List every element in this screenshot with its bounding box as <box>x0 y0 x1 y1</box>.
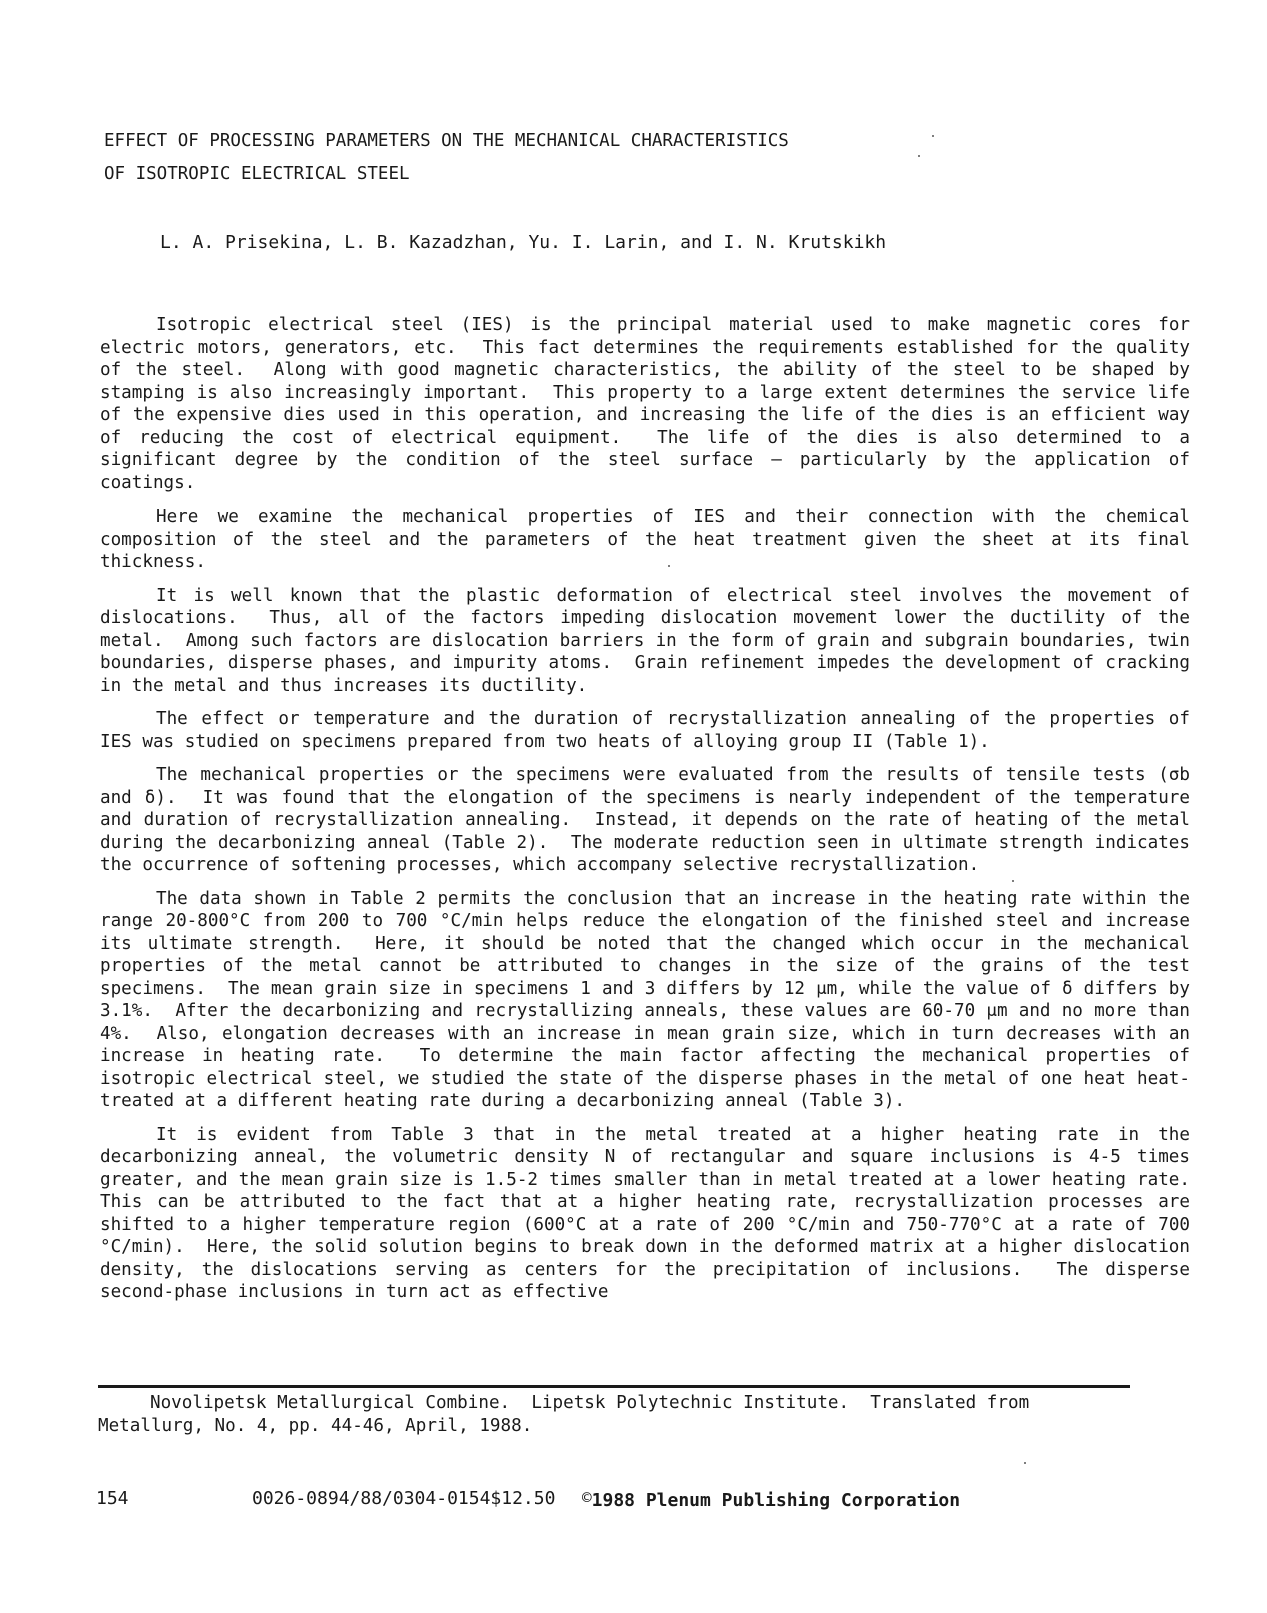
scan-speck <box>918 155 920 157</box>
article-code: 0026-0894/88/0304-0154$12.50 <box>252 1488 556 1509</box>
scan-speck <box>1024 1462 1026 1464</box>
copyright-text: 1988 Plenum Publishing Corporation <box>591 1490 961 1511</box>
body-paragraph-4: The effect or temperature and the duration of recrystallization annealing of the properties of IES was studied on specimens prepared from two heats of alloying group II (Table 1). <box>100 709 1201 752</box>
copyright-symbol: © <box>582 1488 592 1507</box>
body-paragraph-7: It is evident from Table 3 that in the metal treated at a higher heating rate in the decarbonizing anneal, the volumetric density N of rectangular and square inclusions is 4-5 times greater, and the mean grain size is 1.5-2 times smaller than in metal treated at a lower heating rate. This can be attributed to the fact that at a higher heating rate, recrystallization processes are shifted to a higher temperature region (600°C at a rate of 200 °C/min and 750-770°C at a rate of 700 °C/min). Here, the solid solution begins to break down in the deformed matrix at a higher dislocation density, the dislocations serving as centers for the precipitation of inclusions. The disperse second-phase inclusions in turn act as effective <box>100 1124 1212 1302</box>
scan-speck <box>1012 880 1014 882</box>
body-paragraph-1: Isotropic electrical steel (IES) is the principal material used to make magnetic cores for electric motors, generators, etc. This fact determines the requirements established for the quality of the steel. Along with good magnetic characteristics, the ability of the steel to be shaped by stamping is also increasingly important. This property to a large extent determines the service life of the expensive dies used in this operation, and increasing the life of the dies is an efficient way of reducing the cost of electrical equipment. The life of the dies is also determined to a significant degree by the condition of the steel surface – particularly by the application of coatings. <box>100 315 1201 493</box>
body-paragraph-6: The data shown in Table 2 permits the conclusion that an increase in the heating rate within the range 20-800°C from 200 to 700 °C/min helps reduce the elongation of the finished steel and increase its ultimate strength. Here, it should be noted that the changed which occur in the mechanical properties of the metal cannot be attributed to changes in the size of the grains of the test specimens. The mean grain size in specimens 1 and 3 differs by 12 μm, while the value of δ differs by 3.1%. After the decarbonizing and recrystallizing anneals, these values are 60-70 μm and no more than 4%. Also, elongation decreases with an increase in mean grain size, which in turn decreases with an increase in heating rate. To determine the main factor affecting the mechanical properties of isotropic electrical steel, we studied the state of the disperse phases in the metal of one heat heat-treated at a different heating rate during a decarbonizing anneal (Table 3). <box>100 888 1201 1111</box>
author-list: L. A. Prisekina, L. B. Kazadzhan, Yu. I. Larin, and I. N. Krutskikh <box>160 232 887 253</box>
title-line-2: OF ISOTROPIC ELECTRICAL STEEL <box>104 164 410 184</box>
footnote: Novolipetsk Metallurgical Combine. Lipetsk Polytechnic Institute. Translated from Metallurg, No. 4, pp. 44-46, April, 1988. <box>98 1393 1040 1436</box>
footnote-divider <box>98 1385 1130 1388</box>
article-body <box>100 314 1212 1315</box>
body-paragraph-3: It is well known that the plastic deformation of electrical steel involves the movement of dislocations. Thus, all of the factors impeding dislocation movement lower the ductility of the metal. Among such factors are dislocation barriers in the form of grain and subgrain boundaries, twin boundaries, disperse phases, and impurity atoms. Grain refinement impedes the development of cracking in the metal and thus increases its ductility. <box>100 585 1201 696</box>
body-paragraph-2: Here we examine the mechanical properties of IES and their connection with the chemical composition of the steel and the parameters of the heat treatment given the sheet at its final thickness. <box>100 507 1201 572</box>
copyright-line <box>582 1488 960 1511</box>
article-title <box>104 125 964 191</box>
title-line-1: EFFECT OF PROCESSING PARAMETERS ON THE MECHANICAL CHARACTERISTICS <box>104 131 789 151</box>
scan-speck <box>932 135 934 137</box>
page-number: 154 <box>96 1488 129 1509</box>
scan-speck <box>668 565 670 567</box>
body-paragraph-5: The mechanical properties or the specimens were evaluated from the results of tensile tests (σb and δ). It was found that the elongation of the specimens is nearly independent of the temperature and duration of recrystallization annealing. Instead, it depends on the rate of heating of the metal during the decarbonizing anneal (Table 2). The moderate reduction seen in ultimate strength indicates the occurrence of softening processes, which accompany selective recrystallization. <box>100 765 1201 875</box>
